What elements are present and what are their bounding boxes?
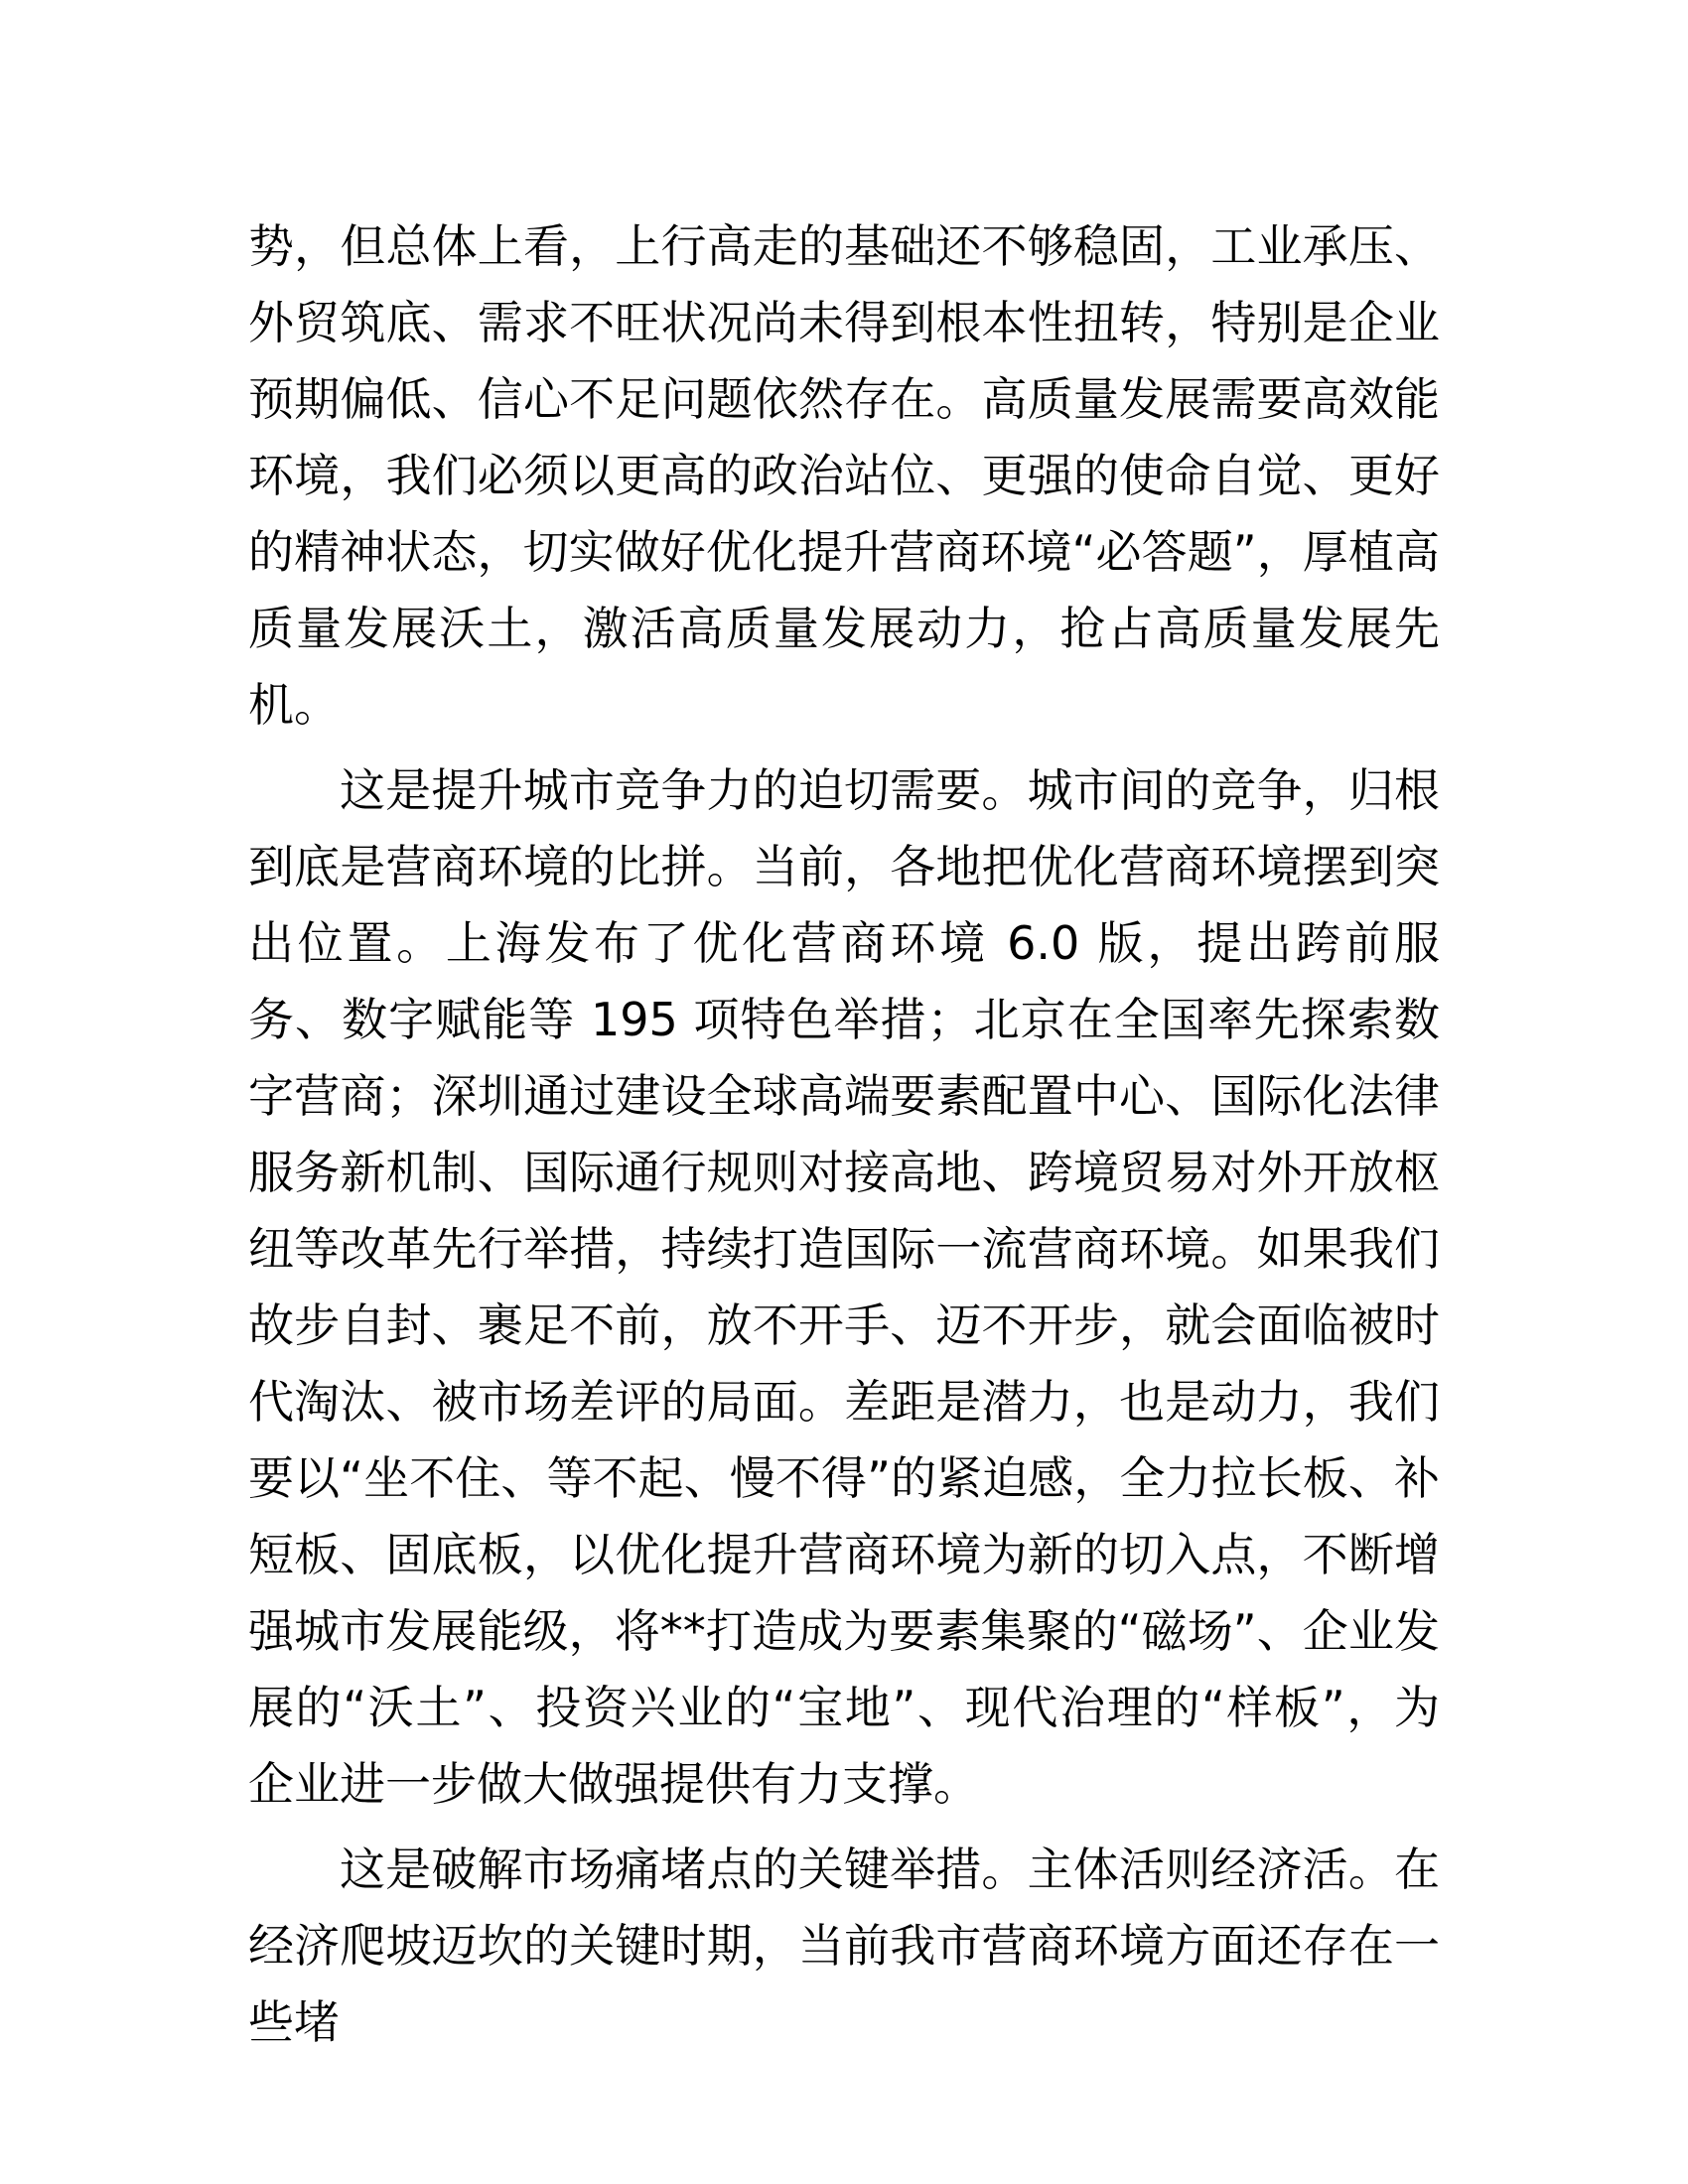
document-body <box>248 208 1440 2061</box>
paragraph-city-competitiveness: 这是提升城市竞争力的迫切需要。城市间的竞争，归根到底是营商环境的比拼。当前，各地把优化营商环境摆到突出位置。上海发布了优化营商环境 6.0 版，提出跨前服务、数字赋能等 195 项特色举措；北京在全国率先探索数字营商；深圳通过建设全球高端要素配置中心、国际化法律服务新机制、国际通行规则对接高地、跨境贸易对外开放枢纽等改革先行举措，持续打造国际一流营商环境。如果我们故步自封、裹足不前，放不开手、迈不开步，就会面临被时代淘汰、被市场差评的局面。差距是潜力，也是动力，我们要以“坐不住、等不起、慢不得”的紧迫感，全力拉长板、补短板、固底板，以优化提升营商环境为新的切入点，不断增强城市发展能级，将**打造成为要素集聚的“磁场”、企业发展的“沃土”、投资兴业的“宝地”、现代治理的“样板”，为企业进一步做大做强提供有力支撑。 <box>248 763 1440 1811</box>
paragraph-continued: 势，但总体上看，上行高走的基础还不够稳固，工业承压、外贸筑底、需求不旺状况尚未得到根本性扭转，特别是企业预期偏低、信心不足问题依然存在。高质量发展需要高效能环境，我们必须以更高的政治站位、更强的使命自觉、更好的精神状态，切实做好优化提升营商环境“必答题”，厚植高质量发展沃土，激活高质量发展动力，抢占高质量发展先机。 <box>248 219 1440 732</box>
paragraph-market-pain-points: 这是破解市场痛堵点的关键举措。主体活则经济活。在经济爬坡迈坎的关键时期，当前我市营商环境方面还存在一些堵 <box>248 1843 1440 2049</box>
